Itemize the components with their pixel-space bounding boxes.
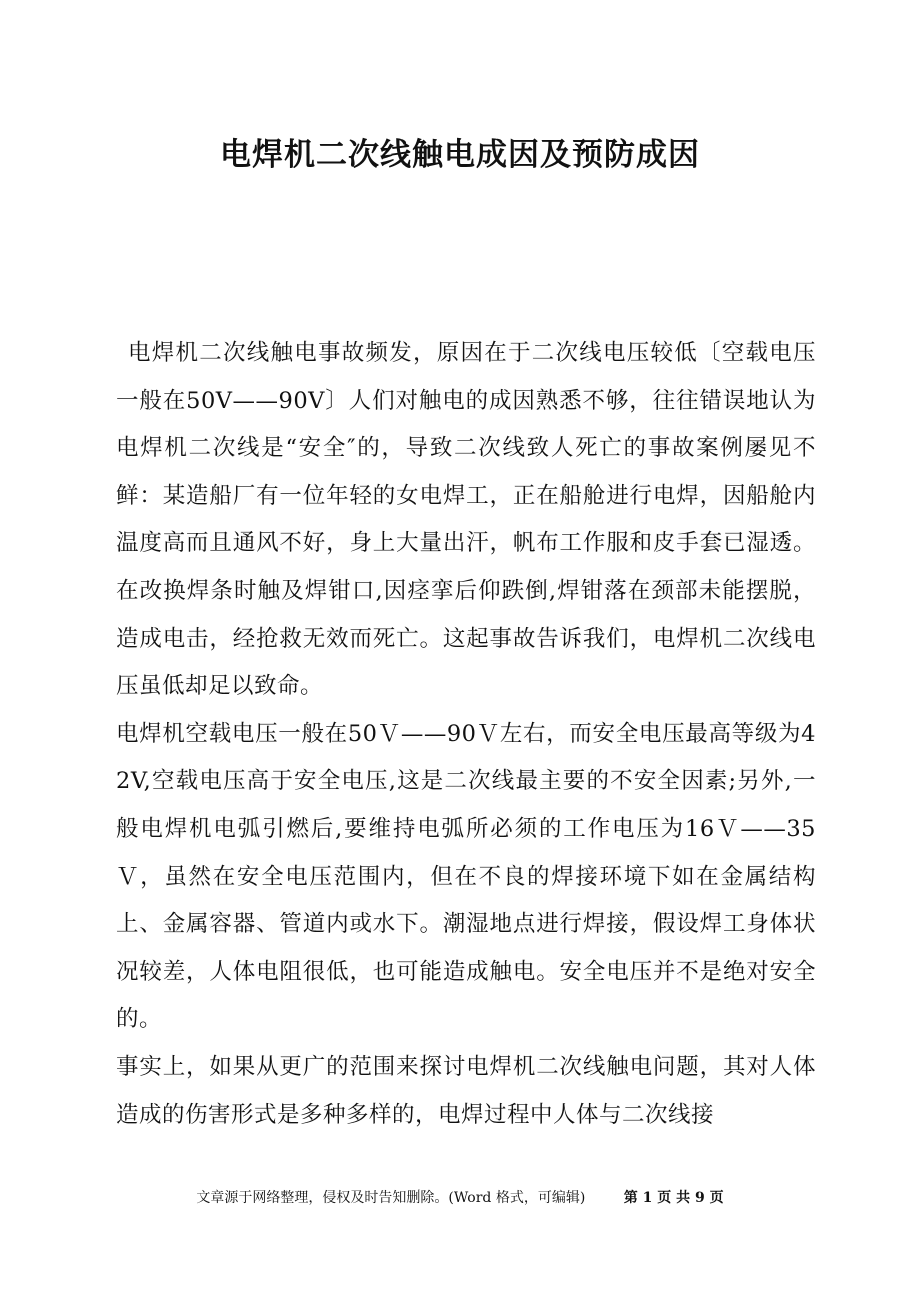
- paragraph-1: 电焊机二次线触电事故频发，原因在于二次线电压较低〔空载电压一般在50V——90V〕人们对触电的成因熟悉不够，往往错误地认为电焊机二次线是“安全″的，导致二次线致人死亡的事故案例屡见不鲜：某造船厂有一位年轻的女电焊工，正在船舱进行电焊，因船舱内温度高而且通风不好，身上大量出汗，帆布工作服和皮手套已湿透。在改换焊条时触及焊钳口,因痉挛后仰跌倒,焊钳落在颈部未能摆脱，造成电击，经抢救无效而死亡。这起事故告诉我们，电焊机二次线电压虽低却足以致命。: [116, 340, 816, 700]
- document-title: 电焊机二次线触电成因及预防成因: [220, 137, 700, 173]
- footer-note: 文章源于网络整理，侵权及时告知删除。(Word 格式，可编辑): [196, 1190, 586, 1206]
- document-body: [116, 330, 816, 1139]
- paragraph-3: 事实上，如果从更广的范围来探讨电焊机二次线触电问题，其对人体造成的伤害形式是多种多样的，电焊过程中人体与二次线接: [116, 1053, 816, 1128]
- paragraph-2: 电焊机空载电压一般在50Ｖ——90Ｖ左右，而安全电压最高等级为42V,空载电压高于安全电压,这是二次线最主要的不安全因素;另外,一般电焊机电弧引燃后,要维持电弧所必须的工作电压为16Ｖ——35Ｖ，虽然在安全电压范围内，但在不良的焊接环境下如在金属结构上、金属容器、管道内或水下。潮湿地点进行焊接，假设焊工身体状况较差，人体电阻很低，也可能造成触电。安全电压并不是绝对安全的。: [116, 720, 816, 1033]
- page-number: 第 1 页 共 9 页: [623, 1190, 724, 1206]
- page-footer: [0, 1186, 920, 1210]
